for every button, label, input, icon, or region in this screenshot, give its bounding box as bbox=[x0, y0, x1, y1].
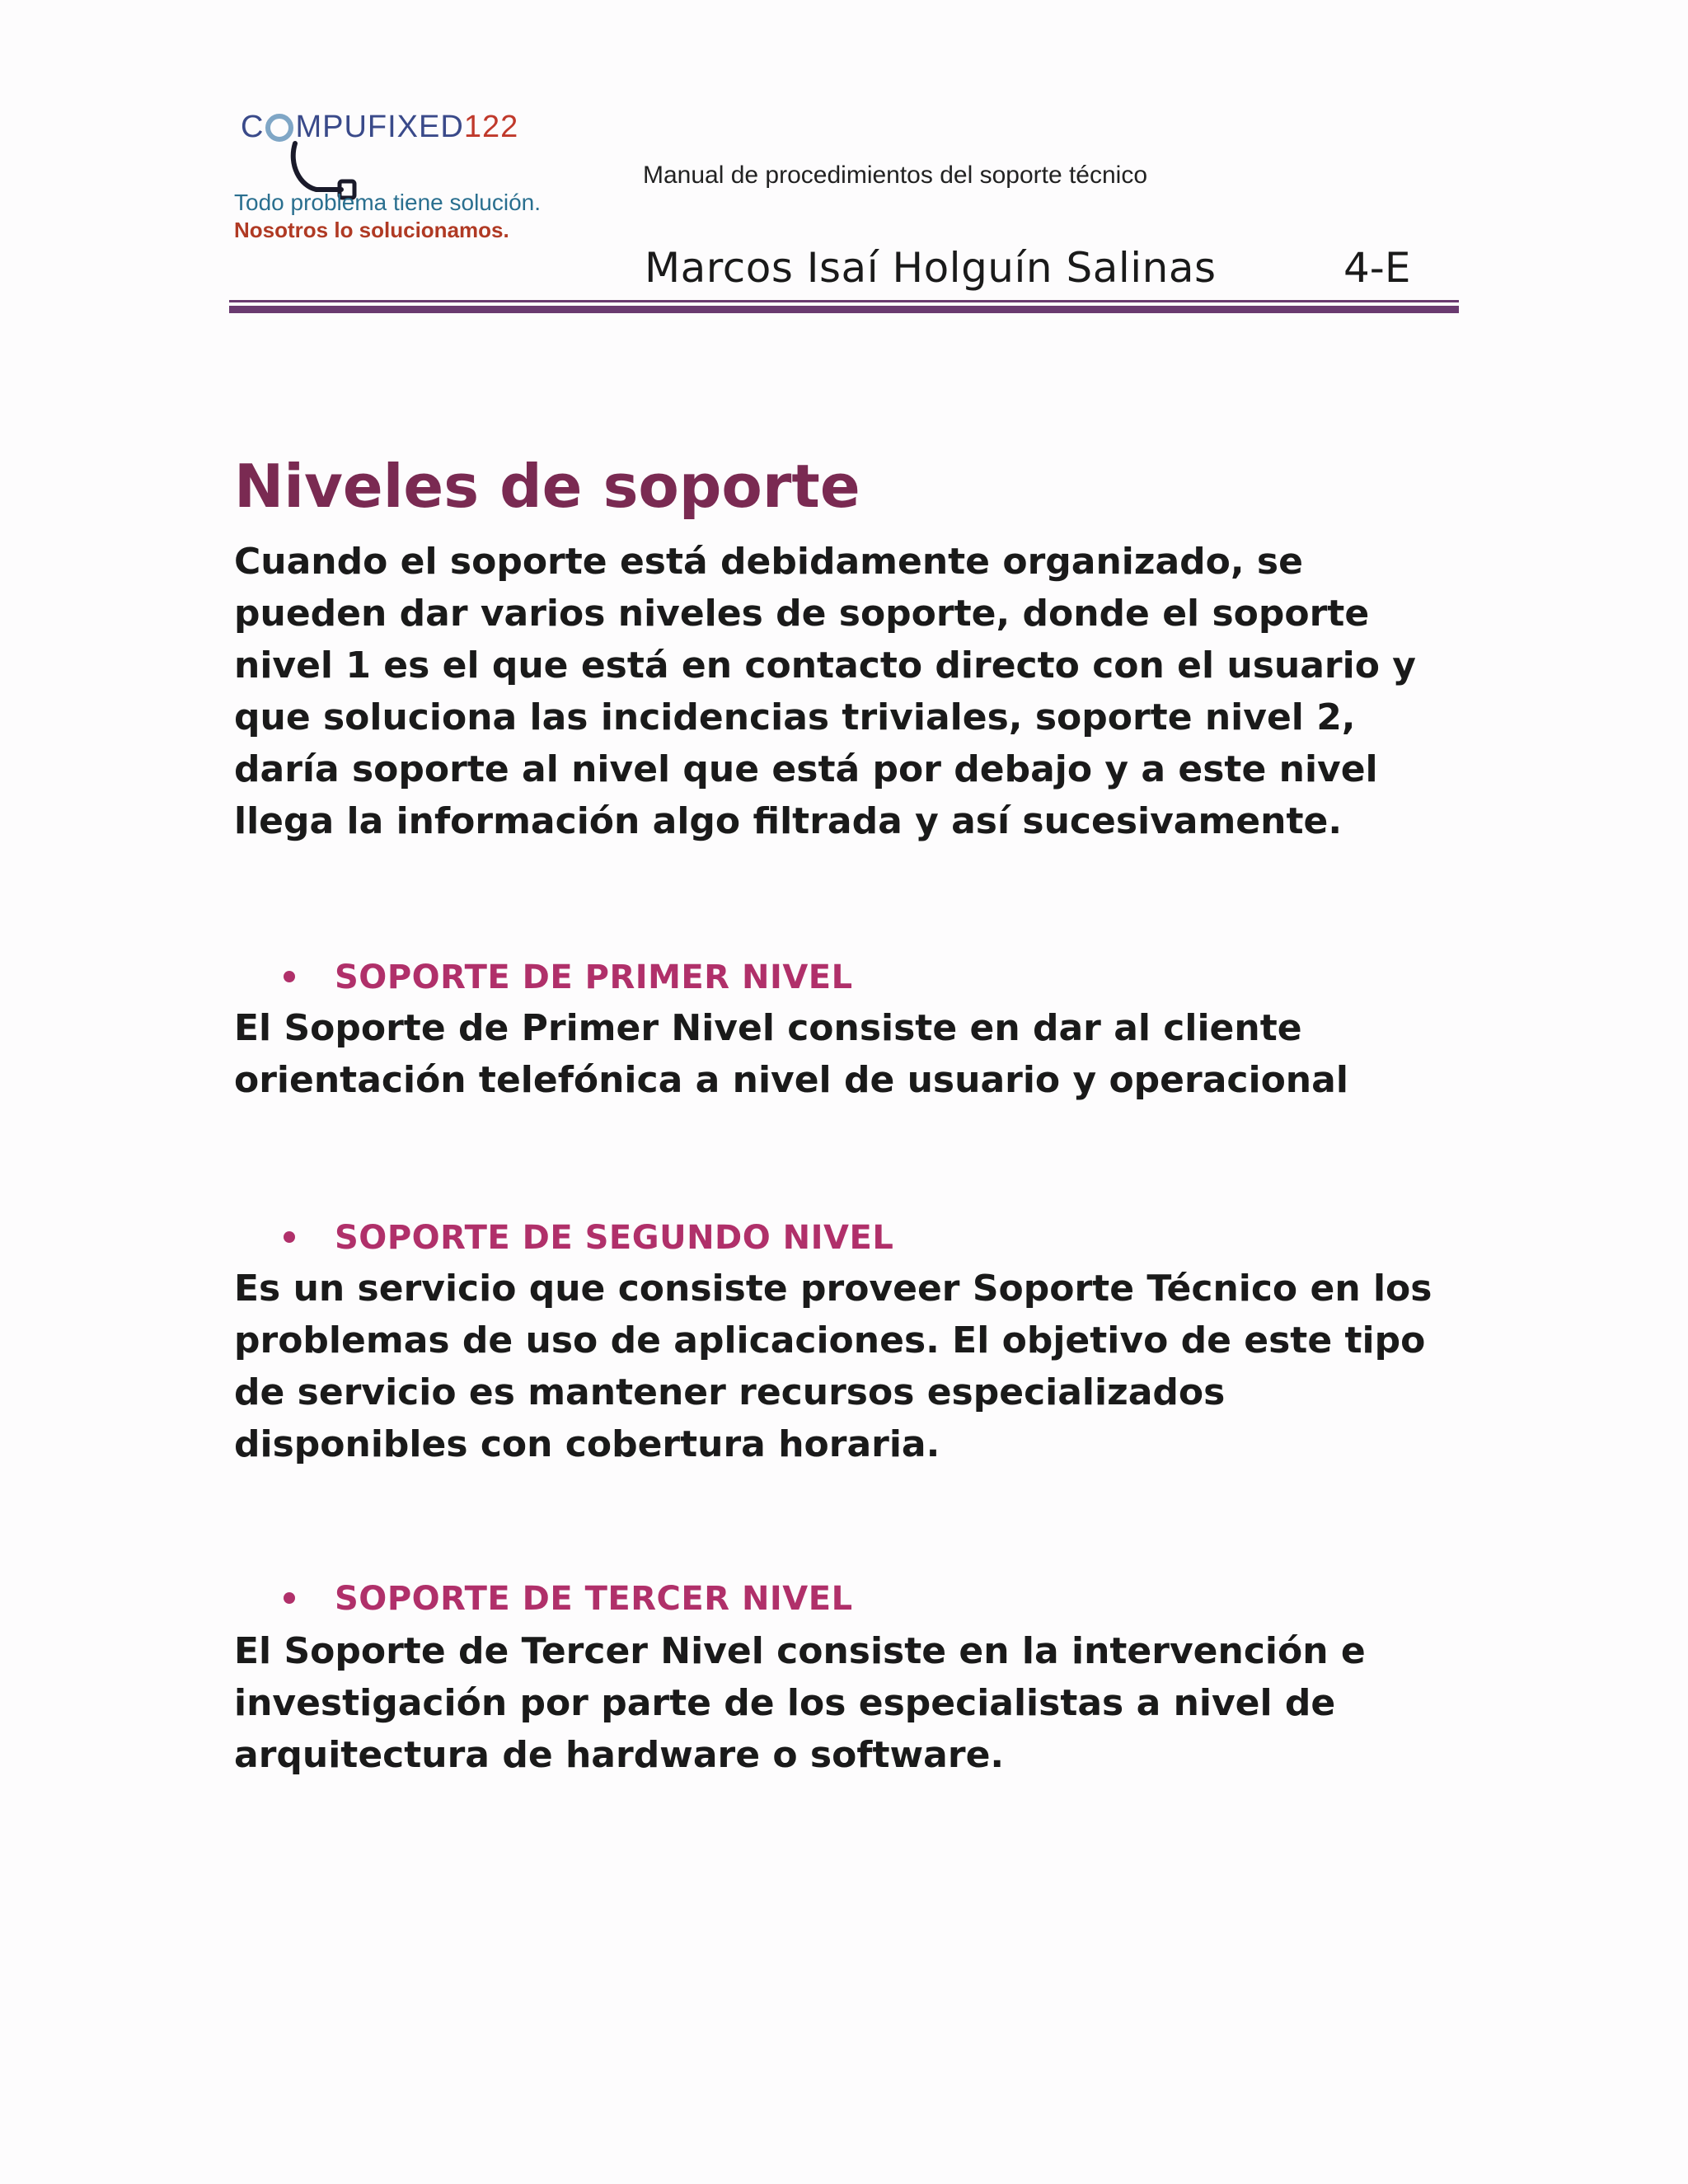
level-heading: SOPORTE DE TERCER NIVEL bbox=[335, 1580, 853, 1618]
tagline-secondary: Nosotros lo solucionamos. bbox=[234, 218, 509, 242]
manual-title: Manual de procedimientos del soporte técnico bbox=[643, 162, 1148, 189]
level-heading: SOPORTE DE PRIMER NIVEL bbox=[335, 958, 853, 996]
header-rule-thick bbox=[229, 306, 1459, 313]
logo-prefix: C bbox=[241, 110, 265, 144]
level-description: El Soporte de Primer Nivel consiste en dar al cliente orientación telefónica a nivel de usuario y operacional bbox=[234, 1007, 1348, 1101]
intro-paragraph: Cuando el soporte está debidamente organizado, se pueden dar varios niveles de soporte, donde el soporte nivel 1 es el que está en contacto directo con el usuario y que soluciona las incidencias triviales, soporte nivel 2, daría soporte al nivel que está por debajo y a este nivel llega la información algo filtrada y así sucesivamente. bbox=[234, 541, 1416, 842]
logo-wordmark bbox=[241, 105, 518, 148]
level-heading: SOPORTE DE SEGUNDO NIVEL bbox=[335, 1219, 894, 1257]
bullet-icon bbox=[284, 971, 295, 982]
level-description: Es un servicio que consiste proveer Soporte Técnico en los problemas de uso de aplicaciones. El objetivo de este tipo de servicio es mantener recursos especializados disponibles con cobertura horaria. bbox=[234, 1268, 1432, 1465]
logo-middle: MPUFIXED bbox=[295, 110, 464, 144]
group-label: 4-E bbox=[1343, 244, 1411, 292]
bullet-icon bbox=[284, 1592, 295, 1604]
level-description: El Soporte de Tercer Nivel consiste en la intervención e investigación por parte de los especialistas a nivel de arquitectura de hardware o software. bbox=[234, 1630, 1366, 1776]
author-name: Marcos Isaí Holguín Salinas bbox=[645, 244, 1217, 292]
page-title: Niveles de soporte bbox=[234, 452, 860, 521]
tagline-primary: Todo problema tiene solución. bbox=[234, 190, 542, 215]
header-rule-thin bbox=[229, 300, 1459, 302]
stethoscope-ring-icon bbox=[265, 114, 293, 142]
logo-number: 122 bbox=[463, 110, 519, 144]
bullet-icon bbox=[284, 1231, 295, 1243]
